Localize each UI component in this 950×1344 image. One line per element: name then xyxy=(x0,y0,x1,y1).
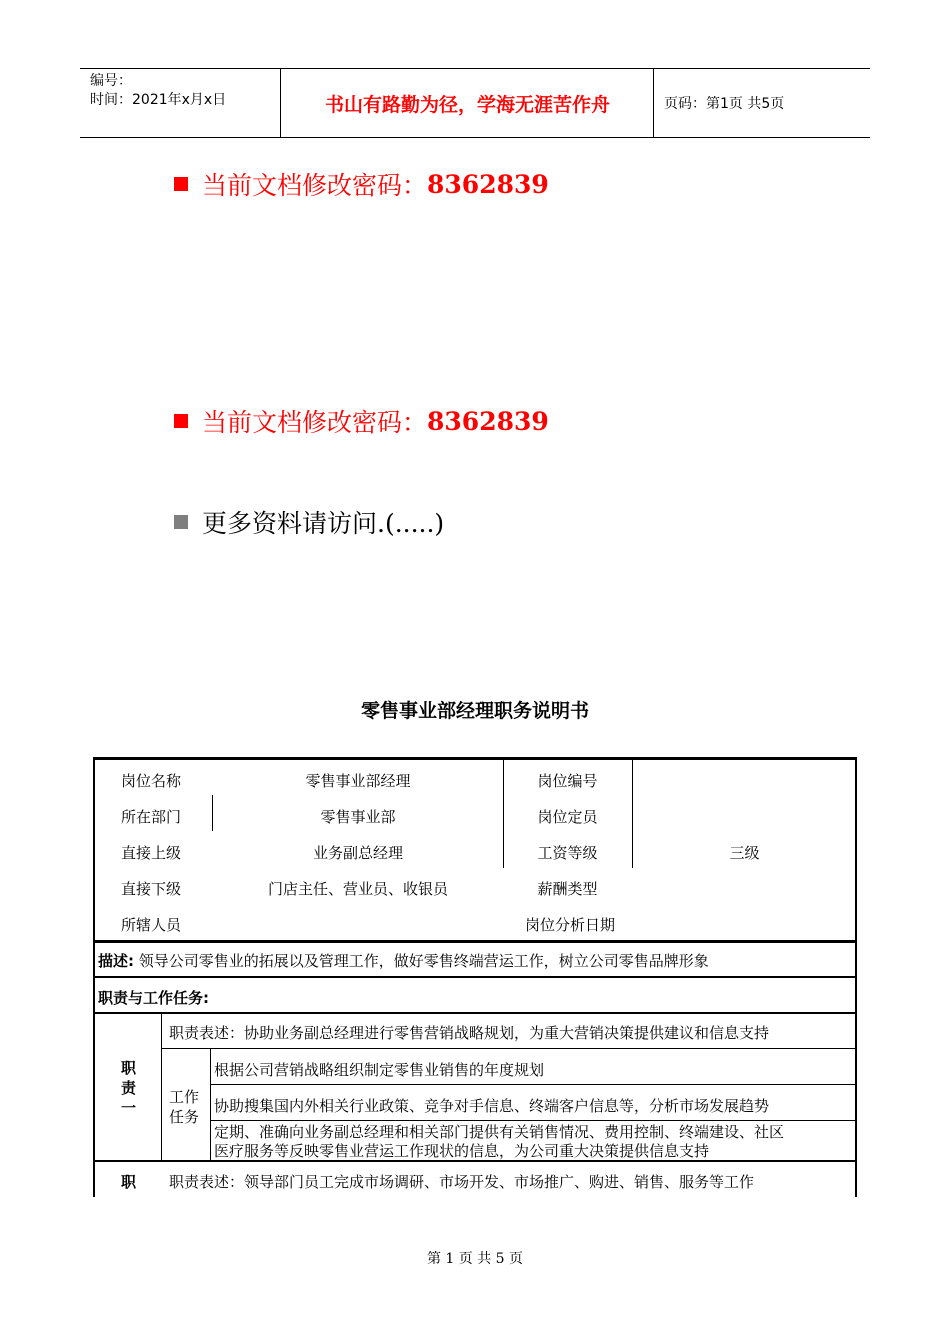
row-label-2: 薪酬类型 xyxy=(537,880,598,898)
row-value: 零售事业部经理 xyxy=(305,772,411,790)
page-footer: 第 1 页 共 5 页 xyxy=(426,1251,524,1267)
task-item: 定期、准确向业务副总经理和相关部门提供有关销售情况、费用控制、终端建设、社区 xyxy=(214,1123,785,1141)
row-value: 业务副总经理 xyxy=(312,844,403,862)
row-label-2: 工资等级 xyxy=(537,844,598,862)
row-value: 门店主任、营业员、收银员 xyxy=(267,880,448,898)
salary-grade-value: 三级 xyxy=(729,844,760,862)
description: 描述: 领导公司零售业的拓展以及管理工作，做好零售终端营运工作，树立公司零售品牌形象 xyxy=(98,952,709,970)
number-label: 编号： xyxy=(90,73,132,89)
divider xyxy=(161,1048,855,1049)
row-label: 直接上级 xyxy=(121,844,182,862)
job-description-table xyxy=(93,757,857,1197)
grid-line xyxy=(210,1048,211,1160)
duties-heading: 职责与工作任务: xyxy=(98,989,209,1007)
tasks-label: 工作 任务 xyxy=(169,1088,200,1126)
header-motto: 书山有路勤为径，学海无涯苦作舟 xyxy=(282,69,654,137)
duty-2-label: 职 xyxy=(121,1173,137,1191)
row-label-2: 岗位分析日期 xyxy=(524,916,615,934)
square-bullet-icon xyxy=(174,414,188,428)
square-bullet-icon xyxy=(174,515,188,529)
grid-line xyxy=(212,795,213,831)
divider xyxy=(95,1160,855,1162)
more-info-notice xyxy=(174,504,444,540)
task-item: 医疗服务等反映零售业营运工作现状的信息，为公司重大决策提供信息支持 xyxy=(214,1142,710,1160)
task-item: 协助搜集国内外相关行业政策、竞争对手信息、终端客户信息等，分析市场发展趋势 xyxy=(214,1097,770,1115)
divider xyxy=(210,1084,855,1085)
time-label: 时间：2021年x月x日 xyxy=(90,92,227,108)
divider xyxy=(210,1120,855,1121)
square-bullet-icon xyxy=(174,177,188,191)
duty-2-statement: 职责表述：领导部门员工完成市场调研、市场开发、市场推广、购进、销售、服务等工作 xyxy=(169,1173,755,1191)
notice-prefix: 当前文档修改密码： xyxy=(202,408,428,437)
divider xyxy=(95,1012,855,1014)
row-label: 所辖人员 xyxy=(121,916,182,934)
duty-1-label: 职 责 一 xyxy=(121,1059,137,1117)
notice-text: 更多资料请访问.(.....) xyxy=(202,509,445,538)
task-item: 根据公司营销战略组织制定零售业销售的年度规划 xyxy=(214,1061,545,1079)
divider xyxy=(95,940,855,943)
row-label-2: 岗位定员 xyxy=(537,808,598,826)
password-value: 8362839 xyxy=(427,169,549,199)
row-label: 所在部门 xyxy=(121,808,182,826)
document-title: 零售事业部经理职务说明书 xyxy=(360,700,589,722)
row-value: 零售事业部 xyxy=(320,808,396,826)
duty-1-statement: 职责表述：协助业务副总经理进行零售营销战略规划，为重大营销决策提供建议和信息支持 xyxy=(169,1024,770,1042)
grid-line xyxy=(161,1012,162,1160)
row-label-2: 岗位编号 xyxy=(537,772,598,790)
password-notice-2 xyxy=(174,403,549,439)
header-page-info: 页码：第1页 共5页 xyxy=(664,96,785,112)
divider xyxy=(95,976,855,978)
row-label: 岗位名称 xyxy=(121,772,182,790)
header-meta xyxy=(80,69,281,137)
password-notice-1 xyxy=(174,166,549,202)
row-label: 直接下级 xyxy=(121,880,182,898)
notice-prefix: 当前文档修改密码： xyxy=(202,171,428,200)
page-header xyxy=(80,68,870,138)
password-value: 8362839 xyxy=(427,406,549,436)
